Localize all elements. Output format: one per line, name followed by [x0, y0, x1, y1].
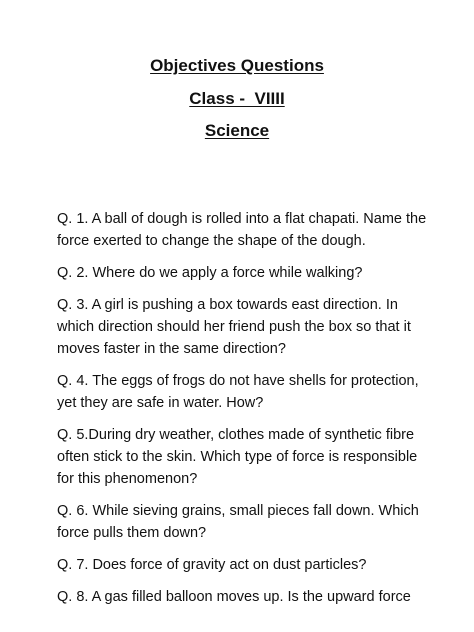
- question-5: Q. 5.During dry weather, clothes made of synthetic fibre often stick to the skin. Which type of force is responsible for this phenomenon?: [57, 427, 418, 487]
- question-list: [57, 208, 427, 618]
- question-7: Q. 7. Does force of gravity act on dust particles?: [57, 557, 367, 573]
- question-8: Q. 8. A gas filled balloon moves up. Is the upward force: [57, 589, 411, 605]
- question-4: Q. 4. The eggs of frogs do not have shells for protection, yet they are safe in water. How?: [57, 373, 419, 411]
- question-1: Q. 1. A ball of dough is rolled into a flat chapati. Name the force exerted to change the shape of the dough.: [57, 211, 427, 249]
- question-6: Q. 6. While sieving grains, small pieces fall down. Which force pulls them down?: [57, 503, 419, 541]
- subject-text: Science: [204, 121, 270, 140]
- subject-heading: [0, 120, 474, 142]
- title-text: Objectives Questions: [150, 56, 324, 75]
- question-3: Q. 3. A girl is pushing a box towards east direction. In which direction should her friend push the box so that it moves faster in the same direction?: [57, 297, 411, 357]
- class-heading: [0, 88, 474, 110]
- document-title: [0, 55, 474, 77]
- question-2: Q. 2. Where do we apply a force while walking?: [57, 265, 363, 281]
- class-text: Class - VIIII: [189, 89, 285, 108]
